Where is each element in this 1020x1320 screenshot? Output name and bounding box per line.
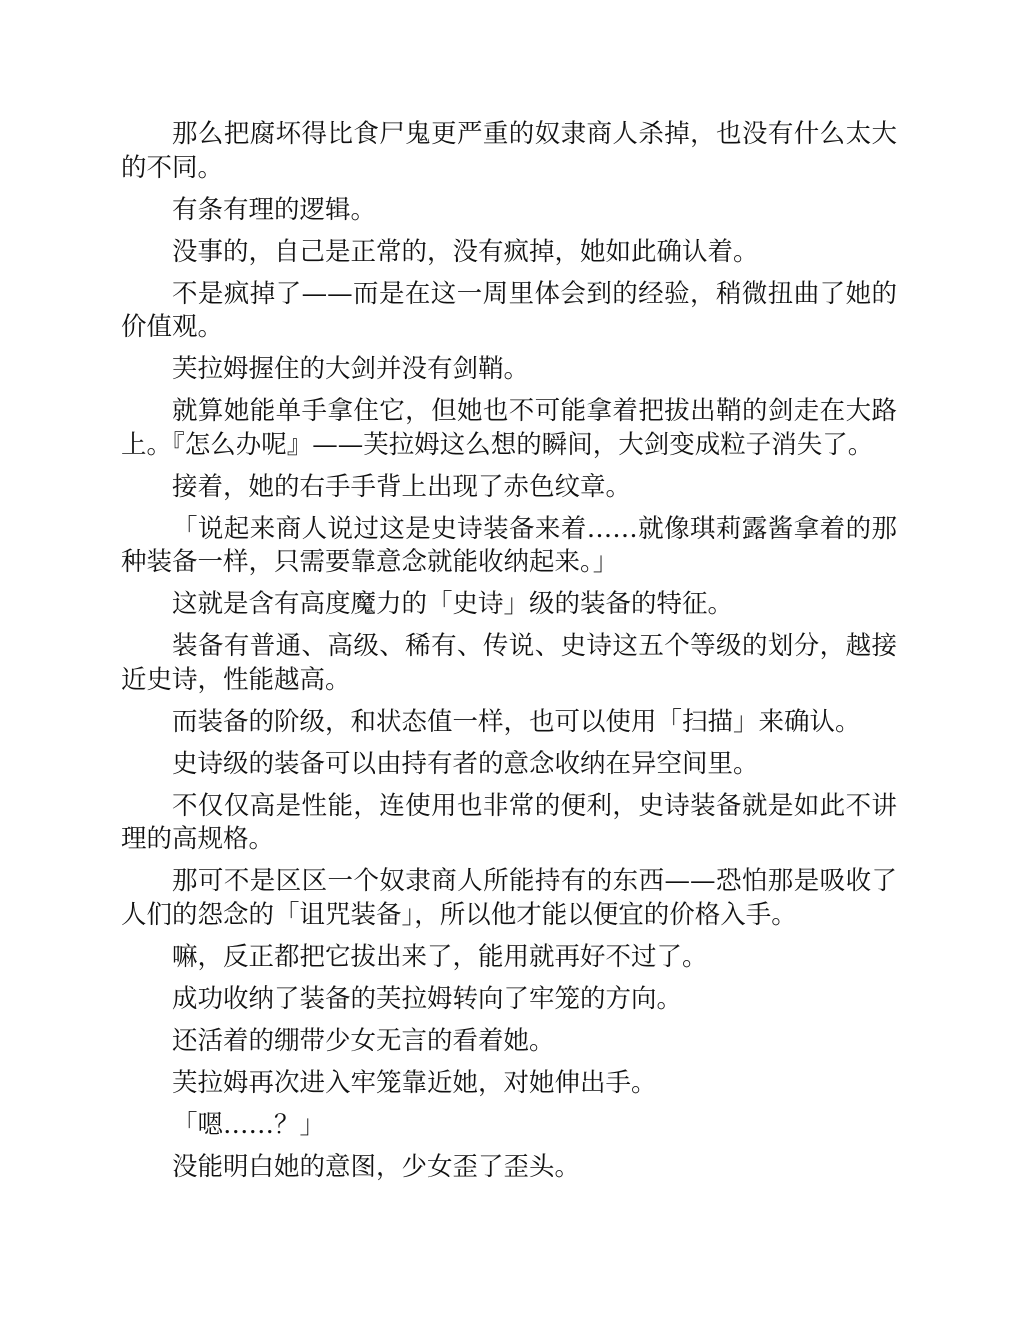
paragraph: 接着，她的右手手背上出现了赤色纹章。 — [172, 471, 632, 502]
paragraph: 那么把腐坏得比食尸鬼更严重的奴隶商人杀掉，也没有什么太大的不同。 — [121, 119, 897, 183]
paragraph: 没事的，自己是正常的，没有疯掉，她如此确认着。 — [172, 236, 759, 267]
paragraph: 没能明白她的意图，少女歪了歪头。 — [172, 1151, 581, 1182]
paragraph: 不是疯掉了——而是在这一周里体会到的经验，稍微扭曲了她的价值观。 — [121, 278, 897, 342]
paragraph: 芙拉姆再次进入牢笼靠近她，对她伸出手。 — [172, 1067, 657, 1098]
paragraph: 就算她能单手拿住它，但她也不可能拿着把拔出鞘的剑走在大路上。『怎么办呢』——芙拉姆这么想的瞬间，大剑变成粒子消失了。 — [121, 396, 897, 460]
paragraph: 这就是含有高度魔力的「史诗」级的装备的特征。 — [172, 589, 734, 619]
text-body — [121, 118, 897, 1193]
dialogue-paragraph: 「嗯……？」 — [172, 1109, 326, 1140]
paragraph: 还活着的绷带少女无言的看着她。 — [172, 1025, 555, 1056]
paragraph: 而装备的阶级，和状态值一样，也可以使用「扫描」来确认。 — [172, 706, 861, 737]
paragraph: 嘛，反正都把它拔出来了，能用就再好不过了。 — [172, 941, 708, 972]
paragraph: 那可不是区区一个奴隶商人所能持有的东西——恐怕那是吸收了人们的怨念的「诅咒装备」，所以他才能以便宜的价格入手。 — [121, 866, 897, 930]
paragraph: 有条有理的逻辑。 — [172, 194, 377, 225]
paragraph: 史诗级的装备可以由持有者的意念收纳在异空间里。 — [172, 748, 759, 779]
dialogue-paragraph: 「说起来商人说过这是史诗装备来着……就像琪莉露酱拿着的那种装备一样，只需要靠意念就能收纳起来。」 — [121, 513, 897, 577]
paragraph: 装备有普通、高级、稀有、传说、史诗这五个等级的划分，越接近史诗，性能越高。 — [121, 631, 897, 695]
paragraph: 成功收纳了装备的芙拉姆转向了牢笼的方向。 — [172, 983, 683, 1014]
paragraph: 不仅仅高是性能，连使用也非常的便利，史诗装备就是如此不讲理的高规格。 — [121, 790, 897, 854]
paragraph: 芙拉姆握住的大剑并没有剑鞘。 — [172, 354, 530, 384]
